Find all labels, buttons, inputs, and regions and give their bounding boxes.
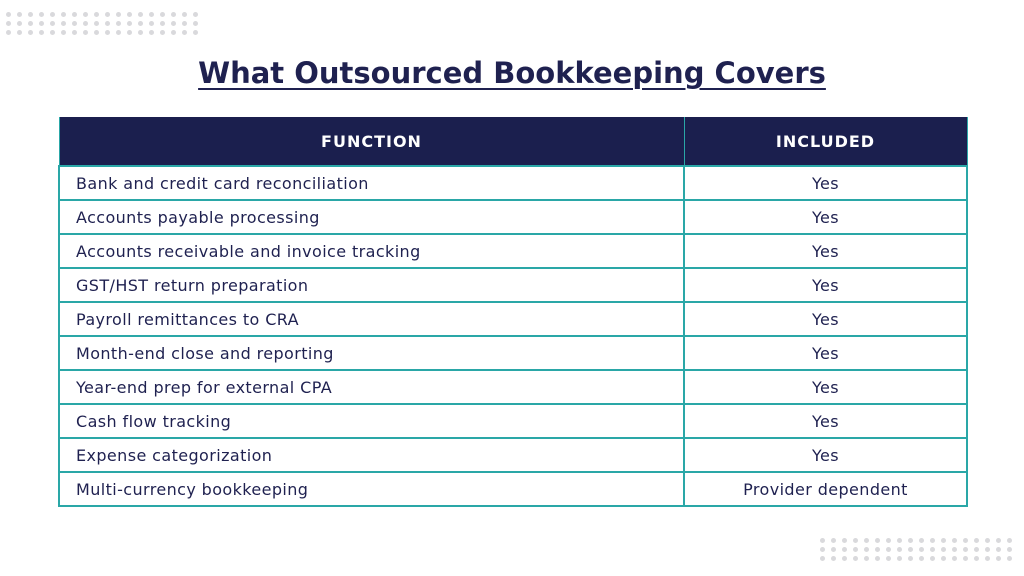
- decorative-dot: [842, 538, 847, 543]
- decorative-dot: [897, 547, 902, 552]
- decorative-dot: [83, 12, 88, 17]
- included-cell: Provider dependent: [684, 472, 967, 506]
- decorative-dot: [908, 538, 913, 543]
- decorative-dot: [886, 538, 891, 543]
- decorative-dot: [193, 30, 198, 35]
- decorative-dot: [853, 556, 858, 561]
- decorative-dot: [6, 12, 11, 17]
- decorative-dot: [963, 547, 968, 552]
- function-cell: Cash flow tracking: [59, 404, 684, 438]
- decorative-dot: [875, 538, 880, 543]
- decorative-dot: [138, 21, 143, 26]
- decorative-dot: [182, 12, 187, 17]
- decorative-dot: [842, 547, 847, 552]
- decorative-dot: [919, 556, 924, 561]
- decorative-dot: [985, 556, 990, 561]
- table-row: [59, 404, 967, 438]
- decorative-dot: [963, 556, 968, 561]
- table-row: [59, 234, 967, 268]
- table-row: [59, 302, 967, 336]
- decorative-dot: [985, 547, 990, 552]
- decorative-dot: [864, 556, 869, 561]
- decorative-dot: [61, 12, 66, 17]
- decorative-dot: [853, 547, 858, 552]
- decorative-dot: [1007, 556, 1012, 561]
- included-cell: Yes: [684, 234, 967, 268]
- decorative-dot: [930, 538, 935, 543]
- decorative-dot: [50, 30, 55, 35]
- decorative-dot: [17, 30, 22, 35]
- decorative-dot: [127, 12, 132, 17]
- decorative-dot: [864, 538, 869, 543]
- table-row: [59, 472, 967, 506]
- decorative-dot: [61, 30, 66, 35]
- decorative-dot: [897, 538, 902, 543]
- decorative-dot: [160, 12, 165, 17]
- decorative-dot: [897, 556, 902, 561]
- decorative-dot: [952, 556, 957, 561]
- decorative-dot: [919, 547, 924, 552]
- included-cell: Yes: [684, 370, 967, 404]
- decorative-dot: [116, 21, 121, 26]
- decorative-dot: [39, 21, 44, 26]
- decorative-dot: [6, 30, 11, 35]
- table-body: [59, 166, 967, 506]
- decorative-dot: [853, 538, 858, 543]
- decorative-dot: [149, 12, 154, 17]
- decorative-dot: [182, 30, 187, 35]
- function-cell: Expense categorization: [59, 438, 684, 472]
- table-row: [59, 370, 967, 404]
- decorative-dot: [17, 12, 22, 17]
- decorative-dot: [94, 30, 99, 35]
- decorative-dot: [83, 30, 88, 35]
- decorative-dot: [28, 12, 33, 17]
- decorative-dot: [160, 21, 165, 26]
- table-row: [59, 438, 967, 472]
- included-cell: Yes: [684, 200, 967, 234]
- decorative-dot: [996, 547, 1001, 552]
- decorative-dot: [28, 30, 33, 35]
- decorative-dot: [941, 547, 946, 552]
- decorative-dot: [842, 556, 847, 561]
- coverage-table: [58, 117, 968, 507]
- included-cell: Yes: [684, 404, 967, 438]
- decorative-dot: [952, 538, 957, 543]
- table-header-row: [59, 117, 967, 166]
- decorative-dot: [963, 538, 968, 543]
- decorative-dot: [72, 21, 77, 26]
- decorative-dot: [105, 21, 110, 26]
- decorative-dot: [952, 547, 957, 552]
- included-cell: Yes: [684, 438, 967, 472]
- decorative-dot: [127, 21, 132, 26]
- decorative-dot: [1007, 538, 1012, 543]
- decorative-dot: [72, 30, 77, 35]
- decorative-dot: [820, 538, 825, 543]
- decorative-dot: [996, 556, 1001, 561]
- function-cell: Multi-currency bookkeeping: [59, 472, 684, 506]
- function-cell: Payroll remittances to CRA: [59, 302, 684, 336]
- decorative-dot: [171, 30, 176, 35]
- decorative-dot: [875, 547, 880, 552]
- decorative-dot: [919, 538, 924, 543]
- decorative-dot: [50, 21, 55, 26]
- column-header-included: INCLUDED: [684, 117, 967, 166]
- decorative-dot: [930, 556, 935, 561]
- decorative-dot: [149, 21, 154, 26]
- decorative-dots-bottom-right: [820, 538, 1012, 561]
- table-row: [59, 200, 967, 234]
- decorative-dot: [171, 21, 176, 26]
- decorative-dot: [105, 12, 110, 17]
- function-cell: GST/HST return preparation: [59, 268, 684, 302]
- function-cell: Accounts receivable and invoice tracking: [59, 234, 684, 268]
- decorative-dot: [149, 30, 154, 35]
- decorative-dot: [116, 30, 121, 35]
- decorative-dot: [72, 12, 77, 17]
- decorative-dot: [908, 556, 913, 561]
- decorative-dot: [996, 538, 1001, 543]
- decorative-dot: [193, 12, 198, 17]
- decorative-dot: [94, 12, 99, 17]
- decorative-dot: [831, 547, 836, 552]
- table-row: [59, 336, 967, 370]
- decorative-dot: [127, 30, 132, 35]
- decorative-dot: [941, 556, 946, 561]
- decorative-dot: [105, 30, 110, 35]
- decorative-dot: [974, 538, 979, 543]
- decorative-dot: [930, 547, 935, 552]
- decorative-dot: [820, 547, 825, 552]
- decorative-dot: [6, 21, 11, 26]
- decorative-dot: [116, 12, 121, 17]
- included-cell: Yes: [684, 166, 967, 200]
- function-cell: Bank and credit card reconciliation: [59, 166, 684, 200]
- function-cell: Year-end prep for external CPA: [59, 370, 684, 404]
- decorative-dot: [974, 547, 979, 552]
- decorative-dot: [985, 538, 990, 543]
- decorative-dot: [941, 538, 946, 543]
- decorative-dot: [886, 547, 891, 552]
- decorative-dot: [50, 12, 55, 17]
- column-header-function: FUNCTION: [59, 117, 684, 166]
- decorative-dot: [908, 547, 913, 552]
- function-cell: Month-end close and reporting: [59, 336, 684, 370]
- decorative-dot: [160, 30, 165, 35]
- decorative-dot: [1007, 547, 1012, 552]
- decorative-dot: [171, 12, 176, 17]
- page-title: What Outsourced Bookkeeping Covers: [198, 56, 826, 90]
- decorative-dot: [94, 21, 99, 26]
- decorative-dot: [182, 21, 187, 26]
- decorative-dot: [138, 12, 143, 17]
- included-cell: Yes: [684, 268, 967, 302]
- decorative-dot: [17, 21, 22, 26]
- table-row: [59, 166, 967, 200]
- decorative-dot: [39, 12, 44, 17]
- decorative-dot: [974, 556, 979, 561]
- decorative-dots-top-left: [6, 12, 198, 35]
- decorative-dot: [831, 538, 836, 543]
- included-cell: Yes: [684, 302, 967, 336]
- decorative-dot: [138, 30, 143, 35]
- function-cell: Accounts payable processing: [59, 200, 684, 234]
- decorative-dot: [61, 21, 66, 26]
- decorative-dot: [875, 556, 880, 561]
- decorative-dot: [83, 21, 88, 26]
- decorative-dot: [39, 30, 44, 35]
- decorative-dot: [193, 21, 198, 26]
- decorative-dot: [886, 556, 891, 561]
- included-cell: Yes: [684, 336, 967, 370]
- table-header: [59, 117, 967, 166]
- decorative-dot: [28, 21, 33, 26]
- table-row: [59, 268, 967, 302]
- decorative-dot: [831, 556, 836, 561]
- decorative-dot: [864, 547, 869, 552]
- decorative-dot: [820, 556, 825, 561]
